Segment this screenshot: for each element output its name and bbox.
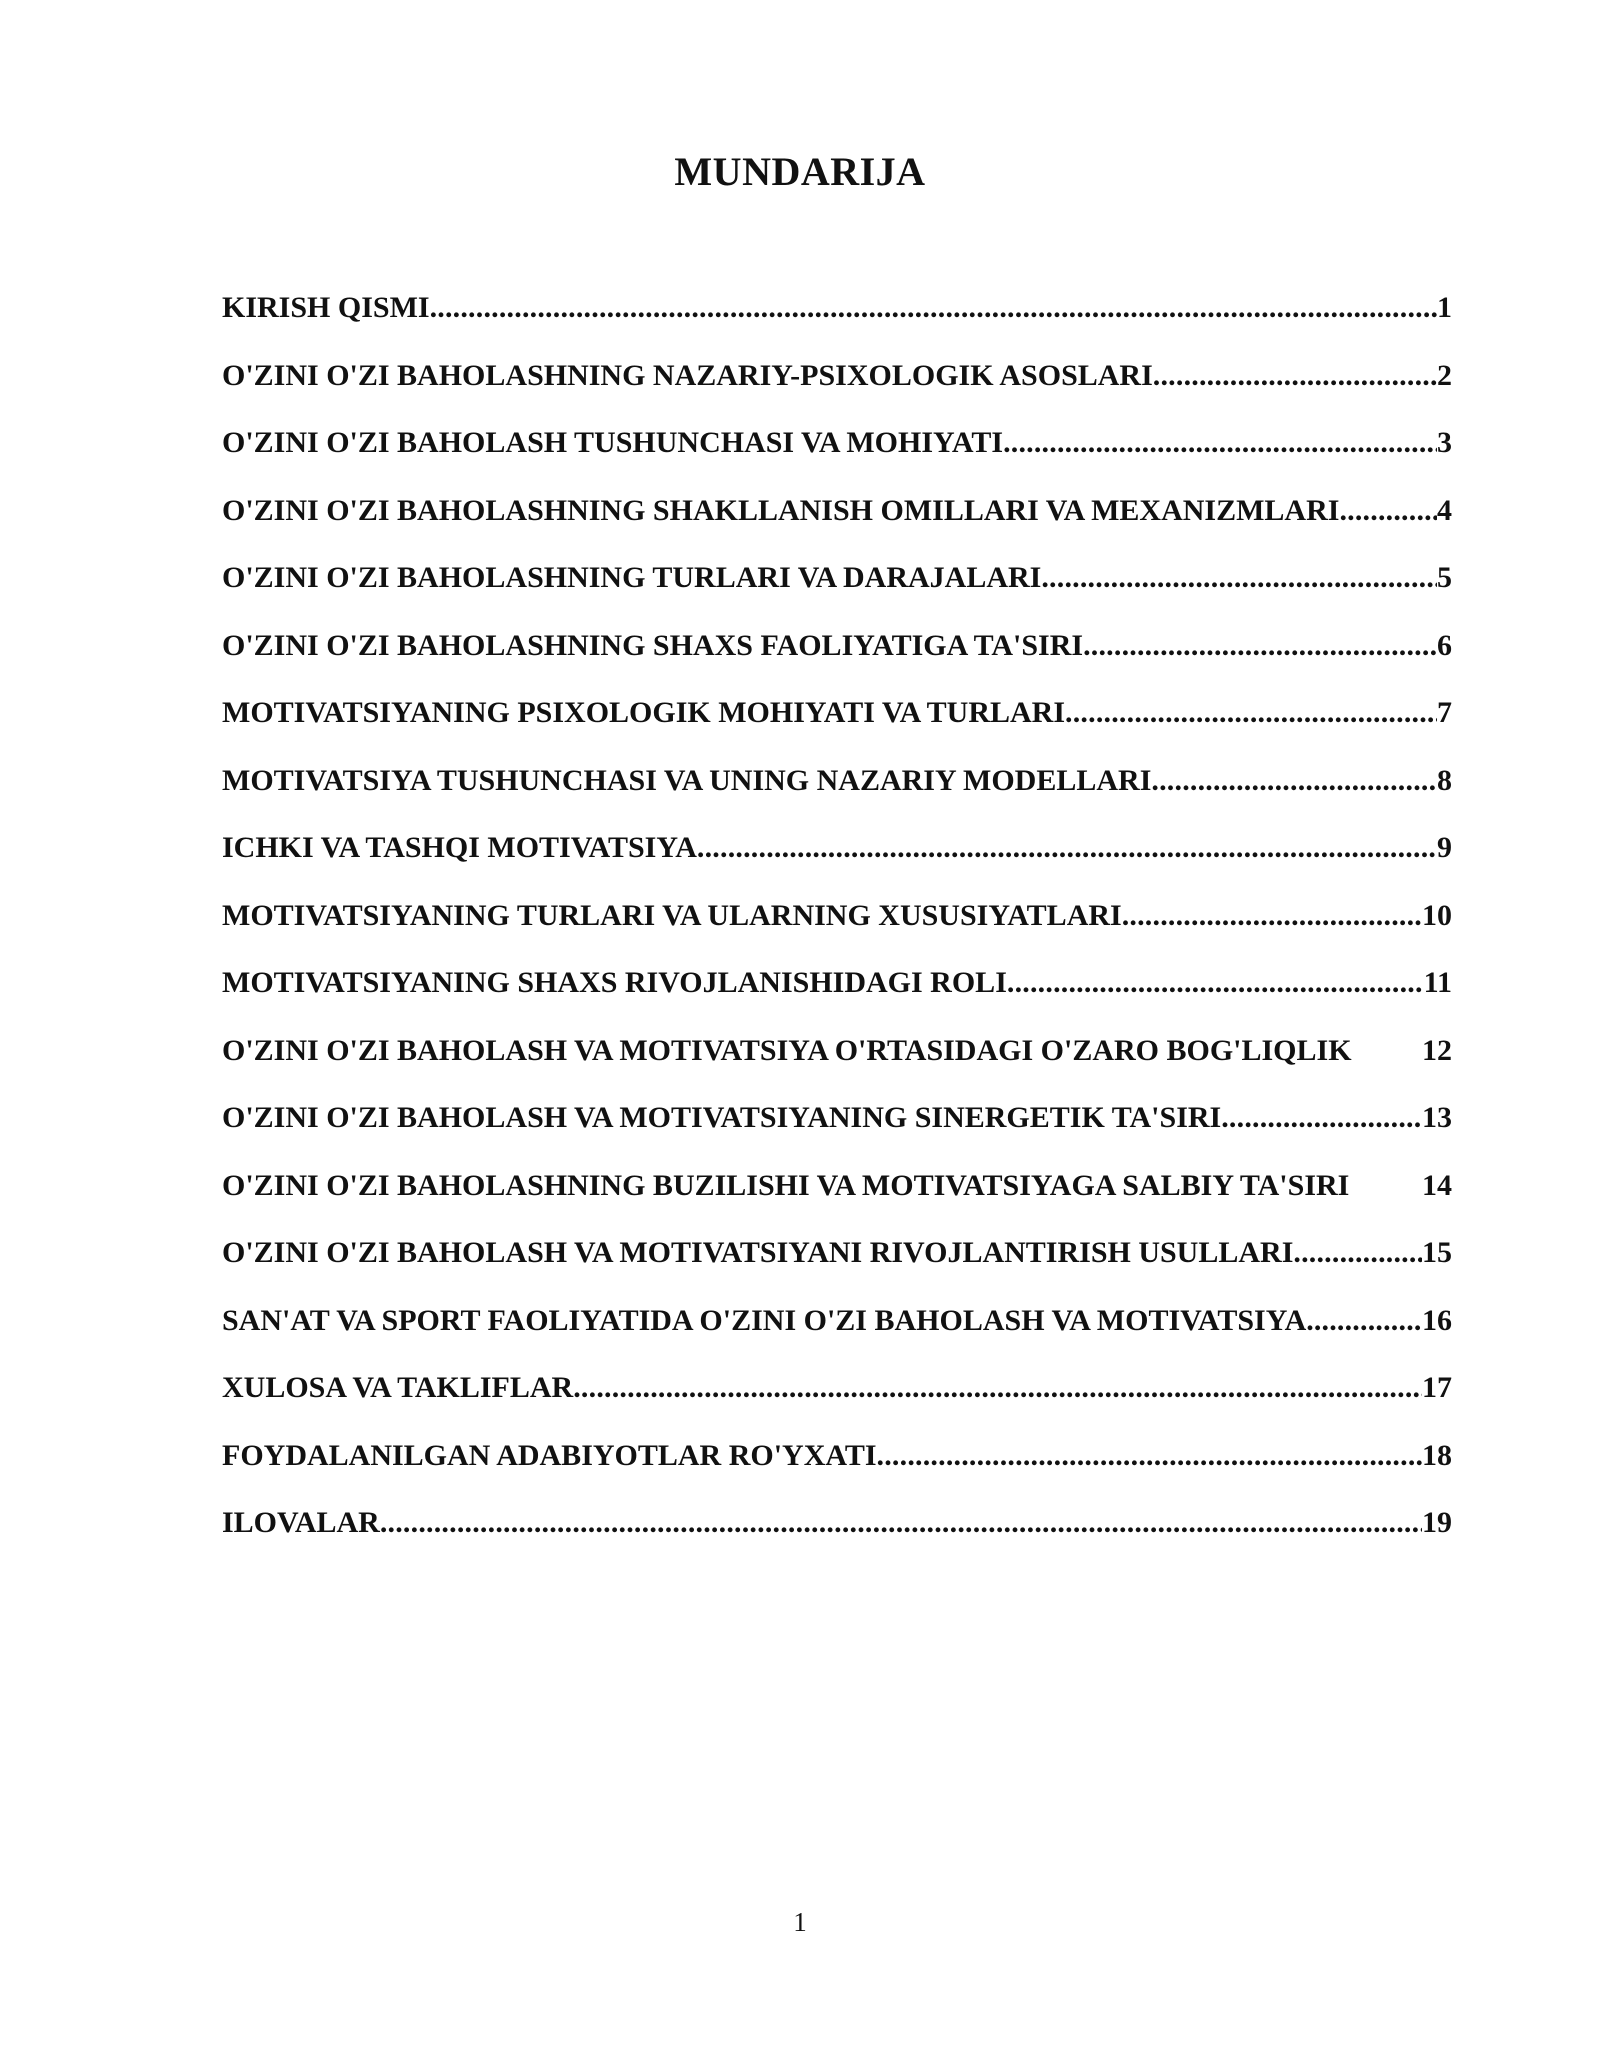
toc-entry[interactable] [222,1031,1452,1099]
toc-dot-leader [1153,356,1437,396]
toc-entry[interactable] [222,1436,1452,1504]
toc-dot-leader [1041,558,1437,598]
toc-row [222,693,1452,733]
toc-entry-page: 3 [1437,426,1452,459]
toc-row [222,1368,1452,1408]
toc-entry[interactable] [222,558,1452,626]
toc-entry-label: O'ZINI O'ZI BAHOLASHNING TURLARI VA DARAJALARI [222,561,1042,594]
toc-dot-leader [1293,1233,1422,1273]
toc-dot-leader [1083,626,1437,666]
toc-entry-label: MOTIVATSIYANING SHAXS RIVOJLANISHIDAGI ROLI [222,966,1007,999]
toc-entry-page: 19 [1422,1506,1452,1539]
toc-dot-leader [1339,491,1437,531]
toc-entry-label: O'ZINI O'ZI BAHOLASHNING NAZARIY-PSIXOLOGIK ASOSLARI [222,358,1153,392]
toc-row [222,828,1452,868]
toc-row [222,896,1452,936]
toc-dot-leader [697,828,1437,868]
toc-entry-page: 12 [1422,1033,1452,1067]
toc-entry-label: ILOVALAR [222,1506,380,1539]
toc-entry-label: O'ZINI O'ZI BAHOLASHNING SHAKLLANISH OMILLARI VA MEXANIZMLARI [222,493,1340,527]
toc-entry-page: 18 [1422,1438,1452,1472]
toc-entry-label: MOTIVATSIYANING TURLARI VA ULARNING XUSUSIYATLARI [222,898,1122,932]
toc-row [222,491,1452,531]
toc-entry[interactable] [222,1166,1452,1234]
toc-row [222,1436,1452,1476]
toc-entry[interactable] [222,423,1452,491]
toc-entry-label: KIRISH QISMI [222,291,430,324]
toc-row [222,356,1452,396]
toc-entry-label: SAN'AT VA SPORT FAOLIYATIDA O'ZINI O'ZI BAHOLASH VA MOTIVATSIYA. [222,1303,1314,1337]
toc-entry-page: 9 [1437,831,1452,864]
toc-entry[interactable] [222,1368,1452,1436]
toc-entry-page: 15 [1422,1236,1452,1269]
toc-dot-leader [1151,761,1437,801]
toc-entry-page: 2 [1437,358,1452,392]
toc-row [222,626,1452,666]
toc-entry-page: 7 [1437,696,1452,729]
toc-entry-page: 10 [1422,898,1452,932]
toc-entry-page: 17 [1422,1371,1452,1404]
toc-entry-label: O'ZINI O'ZI BAHOLASH VA MOTIVATSIYANI RIVOJLANTIRISH USULLARI [222,1236,1294,1269]
toc-entry-page: 5 [1437,561,1452,594]
toc-dot-leader [1007,963,1424,1003]
toc-row [222,1301,1452,1341]
toc-entry-page: 14 [1422,1168,1452,1202]
toc-entry-label: O'ZINI O'ZI BAHOLASH TUSHUNCHASI VA MOHIYATI [222,426,1004,459]
toc-entry[interactable] [222,963,1452,1031]
toc-entry-label: O'ZINI O'ZI BAHOLASH VA MOTIVATSIYA O'RTASIDAGI O'ZARO BOG'LIQLIK [222,1033,1352,1067]
toc-dot-leader [1314,1301,1422,1341]
toc-entry-label: ICHKI VA TASHQI MOTIVATSIYA [222,831,697,864]
toc-entry-page: 1 [1437,291,1452,324]
toc-entry-page: 16 [1422,1303,1452,1337]
toc-dot-leader [1003,423,1437,463]
toc-row [222,288,1452,328]
toc-dot-leader [380,1503,1422,1543]
toc-dot-leader [1122,896,1422,936]
toc-entry-page: 8 [1437,763,1452,797]
toc-dot-leader [573,1368,1422,1408]
toc-row [222,1503,1452,1543]
toc-entry-page: 6 [1437,628,1452,662]
toc-entry[interactable] [222,1098,1452,1166]
toc-row [222,963,1452,1003]
toc-dot-leader [1065,693,1437,733]
toc-dot-leader [1221,1098,1422,1138]
toc-entry[interactable] [222,491,1452,559]
toc-entry-page: 4 [1437,493,1452,527]
toc-entry[interactable] [222,828,1452,896]
toc-entry-page: 13 [1422,1101,1452,1134]
toc-entry[interactable] [222,1301,1452,1369]
toc-entry-label: O'ZINI O'ZI BAHOLASHNING SHAXS FAOLIYATIGA TA'SIRI [222,628,1084,662]
toc-row [222,1098,1452,1138]
toc-entry-page: 11 [1423,966,1452,999]
toc-entry[interactable] [222,1233,1452,1301]
toc-row [222,1233,1452,1273]
toc-entry[interactable] [222,693,1452,761]
toc-entry[interactable] [222,626,1452,694]
toc-dot-leader [877,1436,1422,1476]
toc-entry[interactable] [222,896,1452,964]
toc-row [222,761,1452,801]
toc-entry[interactable] [222,1503,1452,1571]
toc-entry-label: MOTIVATSIYANING PSIXOLOGIK MOHIYATI VA TURLARI [222,696,1066,729]
toc-dot-leader [430,288,1437,328]
toc-row [222,1031,1452,1071]
toc-entry[interactable] [222,288,1452,356]
toc-entry-label: XULOSA VA TAKLIFLAR [222,1371,574,1404]
toc-entry[interactable] [222,356,1452,424]
toc-entry-label: FOYDALANILGAN ADABIYOTLAR RO'YXATI [222,1438,877,1472]
table-of-contents [222,288,1452,1571]
toc-row [222,558,1452,598]
toc-row [222,423,1452,463]
toc-entry-label: O'ZINI O'ZI BAHOLASHNING BUZILISHI VA MOTIVATSIYAGA SALBIY TA'SIRI [222,1168,1350,1202]
page-title: MUNDARIJA [674,149,926,194]
toc-entry-label: MOTIVATSIYA TUSHUNCHASI VA UNING NAZARIY MODELLARI [222,763,1152,797]
toc-entry[interactable] [222,761,1452,829]
page-number: 1 [793,1907,807,1937]
toc-entry-label: O'ZINI O'ZI BAHOLASH VA MOTIVATSIYANING SINERGETIK TA'SIRI [222,1101,1222,1134]
toc-row [222,1166,1452,1206]
